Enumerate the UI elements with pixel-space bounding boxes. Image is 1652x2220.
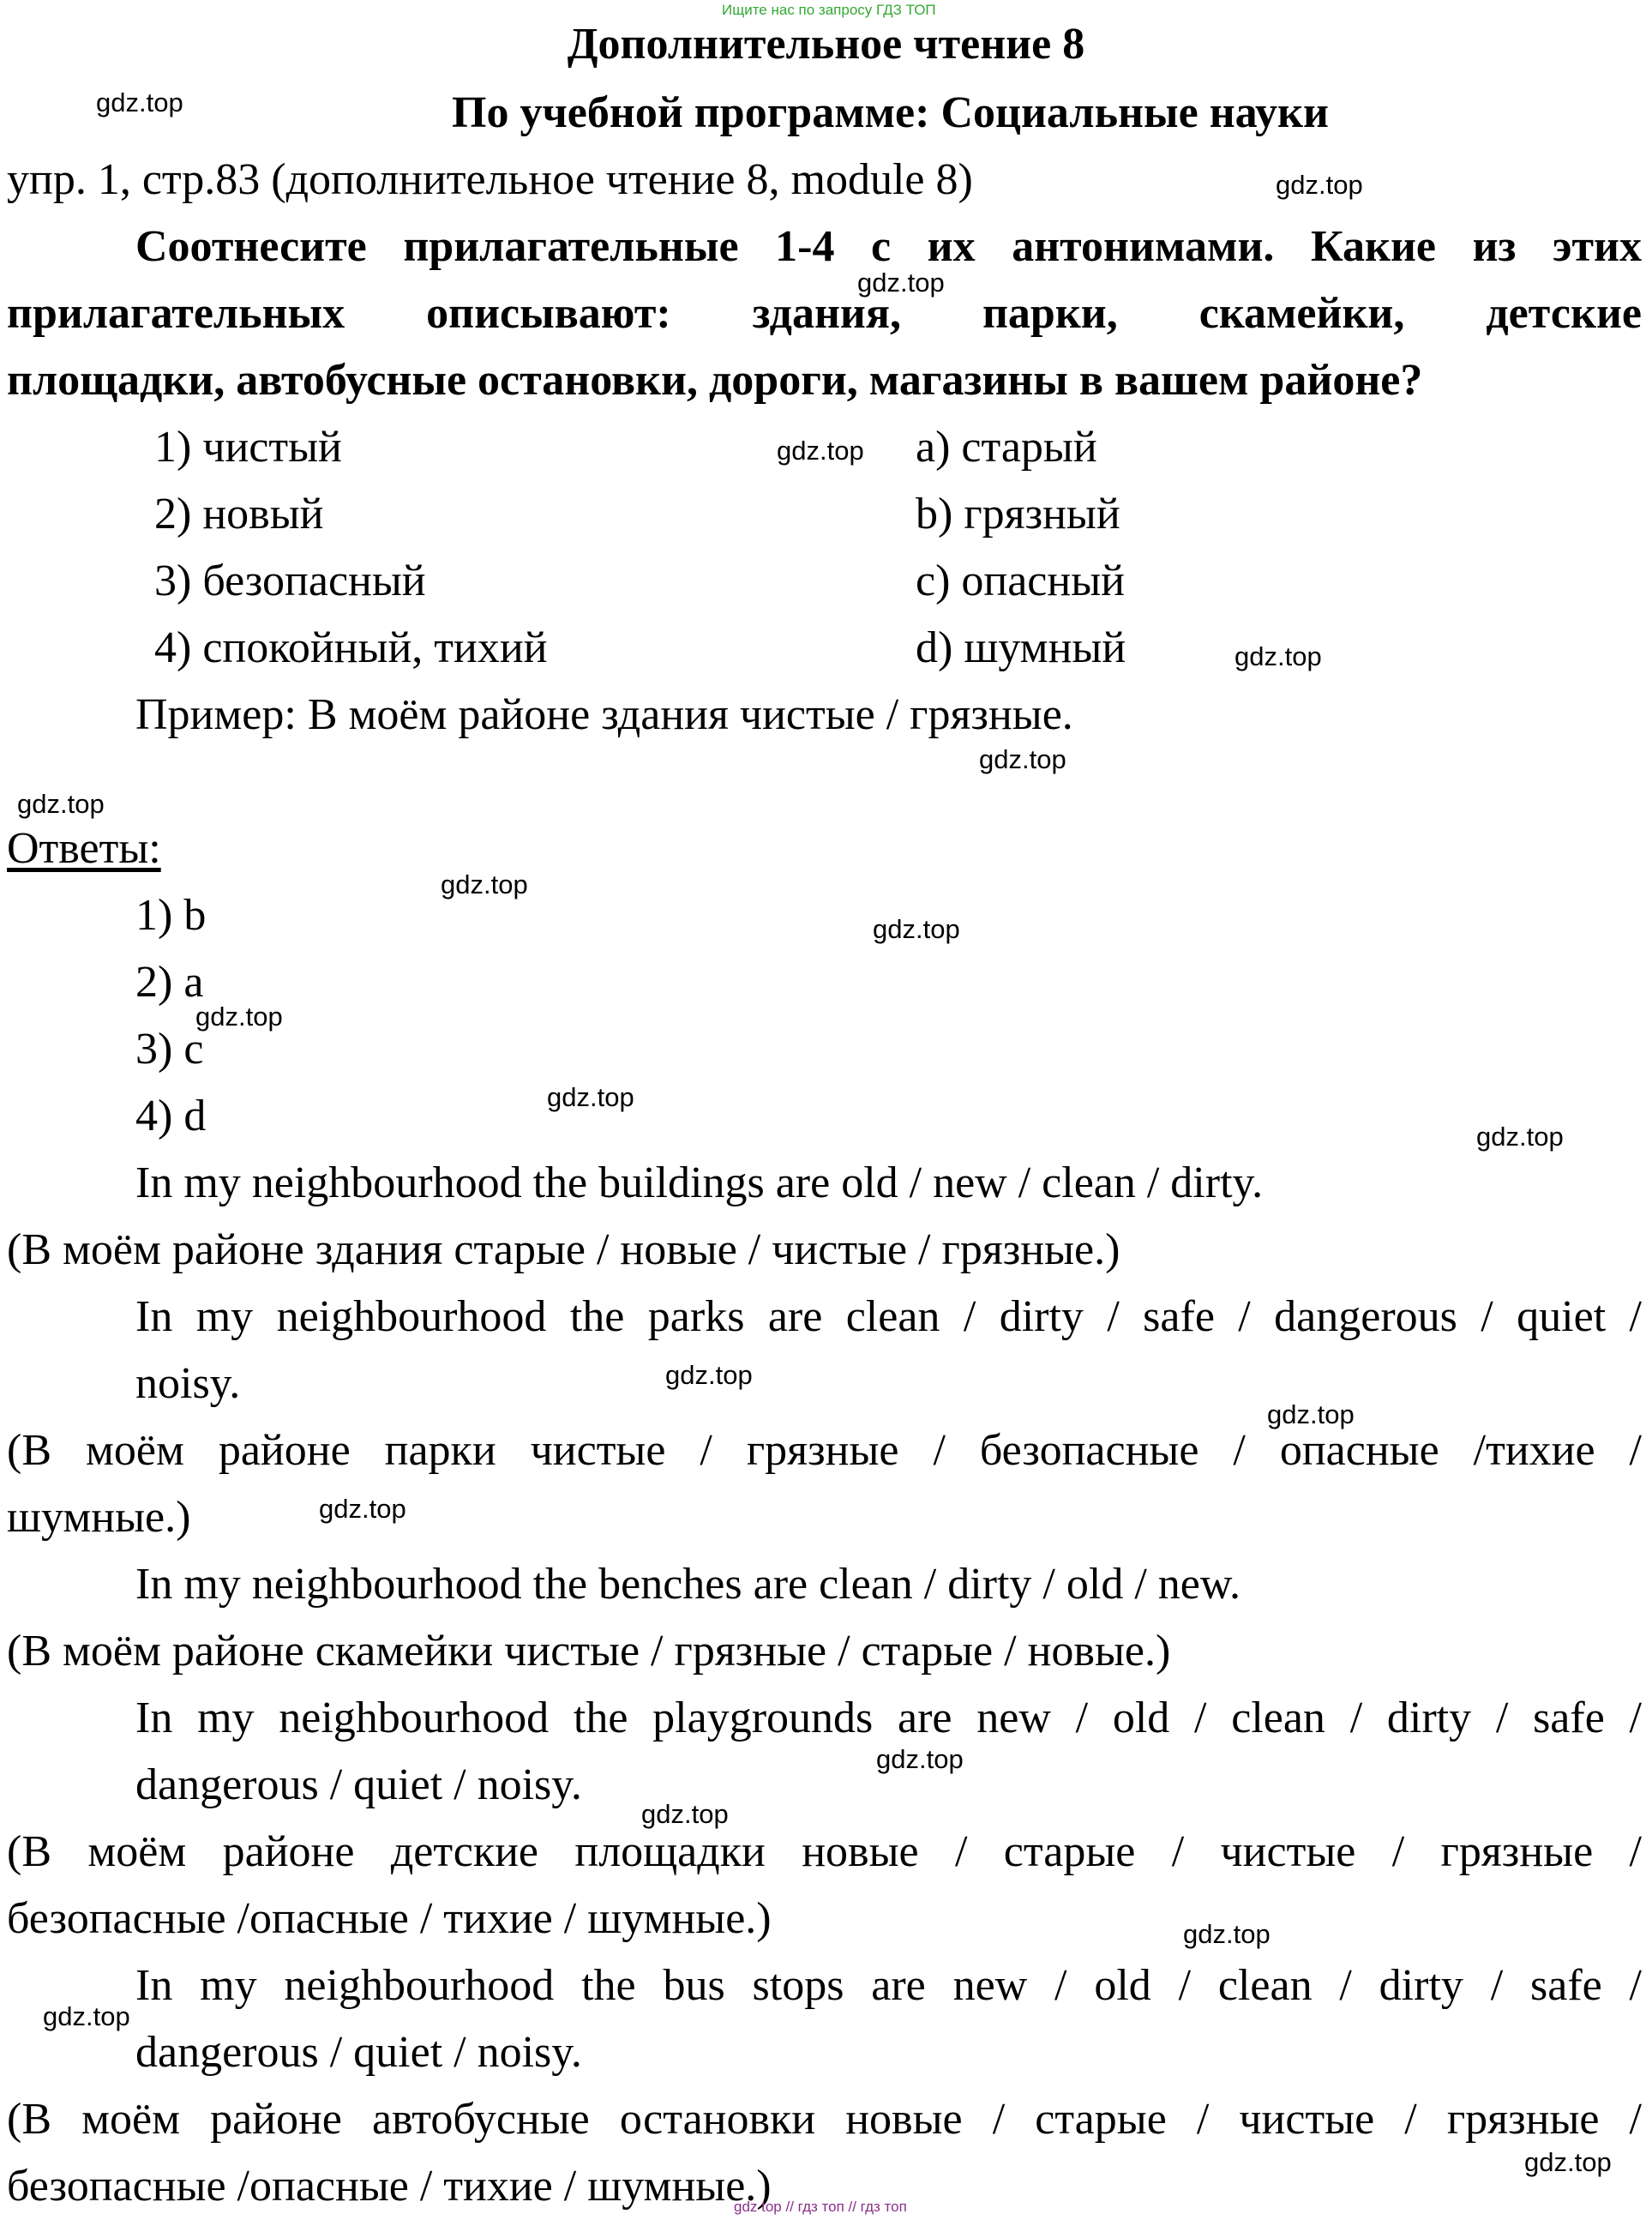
sentence-playgrounds-ru-2: безопасные /опасные / тихие / шумные.) <box>7 1894 772 1943</box>
header-search-hint: Ищите нас по запросу ГДЗ ТОП <box>722 2 936 18</box>
watermark: gdz.top <box>17 789 105 819</box>
sentence-benches-en: In my neighbourhood the benches are clean / dirty / old / new. <box>135 1560 1241 1609</box>
watermark: gdz.top <box>1183 1919 1271 1949</box>
page-subtitle: По учебной программе: Социальные науки <box>452 88 1329 137</box>
pair-left-1: 1) чистый <box>154 423 342 472</box>
sentence-benches-ru: (В моём районе скамейки чистые / грязные / старые / новые.) <box>7 1627 1171 1676</box>
watermark: gdz.top <box>1476 1122 1564 1152</box>
pair-left-3: 3) безопасный <box>154 557 426 605</box>
sentence-playgrounds-en-2: dangerous / quiet / noisy. <box>135 1760 582 1809</box>
exercise-reference: упр. 1, стр.83 (дополнительное чтение 8, module 8) <box>7 155 973 204</box>
watermark: gdz.top <box>547 1082 634 1112</box>
answer-2: 2) a <box>135 958 204 1007</box>
watermark: gdz.top <box>195 1002 283 1032</box>
pair-left-2: 2) новый <box>154 490 324 538</box>
page-title: Дополнительное чтение 8 <box>567 20 1085 69</box>
answer-4: 4) d <box>135 1092 207 1140</box>
watermark: gdz.top <box>876 1744 964 1774</box>
task-line-2: прилагательных описывают: здания, парки, скамейки, детские <box>7 289 1642 338</box>
watermark: gdz.top <box>96 87 183 117</box>
watermark: gdz.top <box>1267 1399 1355 1429</box>
sentence-busstops-ru-1: (В моём районе автобусные остановки новые / старые / чистые / грязные / <box>7 2095 1642 2144</box>
watermark: gdz.top <box>665 1360 753 1390</box>
pair-right-d: d) шумный <box>916 623 1126 672</box>
sentence-playgrounds-en-1: In my neighbourhood the playgrounds are new / old / clean / dirty / safe / <box>135 1694 1642 1742</box>
watermark: gdz.top <box>1276 170 1363 200</box>
answer-1: 1) b <box>135 891 207 940</box>
watermark: gdz.top <box>1234 641 1322 671</box>
sentence-playgrounds-ru-1: (В моём районе детские площадки новые / старые / чистые / грязные / <box>7 1827 1642 1876</box>
watermark: gdz.top <box>641 1799 729 1829</box>
sentence-busstops-en-2: dangerous / quiet / noisy. <box>135 2028 582 2077</box>
answers-heading <box>7 823 161 875</box>
sentence-parks-ru-1: (В моём районе парки чистые / грязные / безопасные / опасные /тихие / <box>7 1426 1642 1475</box>
watermark: gdz.top <box>319 1494 406 1524</box>
sentence-buildings-ru: (В моём районе здания старые / новые / чистые / грязные.) <box>7 1225 1120 1274</box>
task-line-3: площадки, автобусные остановки, дороги, магазины в вашем районе? <box>7 356 1423 405</box>
watermark: gdz.top <box>441 869 528 899</box>
watermark: gdz.top <box>777 436 864 466</box>
watermark: gdz.top <box>873 914 960 944</box>
task-line-1: Соотнесите прилагательные 1-4 с их антонимами. Какие из этих <box>135 222 1642 271</box>
sentence-busstops-ru-2: безопасные /опасные / тихие / шумные.) <box>7 2162 772 2211</box>
sentence-buildings-en: In my neighbourhood the buildings are old / new / clean / dirty. <box>135 1158 1264 1207</box>
answer-3: 3) c <box>135 1025 204 1074</box>
watermark: gdz.top <box>43 2001 130 2031</box>
sentence-busstops-en-1: In my neighbourhood the bus stops are new / old / clean / dirty / safe / <box>135 1961 1642 2010</box>
pair-left-4: 4) спокойный, тихий <box>154 623 548 672</box>
pair-right-b: b) грязный <box>916 490 1120 538</box>
watermark: gdz.top <box>979 744 1066 774</box>
sentence-parks-en-2: noisy. <box>135 1359 241 1408</box>
sentence-parks-ru-2: шумные.) <box>7 1493 191 1542</box>
example-sentence: Пример: В моём районе здания чистые / грязные. <box>135 690 1073 739</box>
watermark: gdz.top <box>857 268 945 298</box>
footer-text: gdz top // гдз топ // гдз топ <box>734 2199 907 2215</box>
answers-heading-text: Ответы: <box>7 824 161 873</box>
pair-right-a: a) старый <box>916 423 1097 472</box>
sentence-parks-en-1: In my neighbourhood the parks are clean / dirty / safe / dangerous / quiet / <box>135 1292 1642 1341</box>
pair-right-c: c) опасный <box>916 557 1125 605</box>
watermark: gdz.top <box>1524 2147 1612 2177</box>
